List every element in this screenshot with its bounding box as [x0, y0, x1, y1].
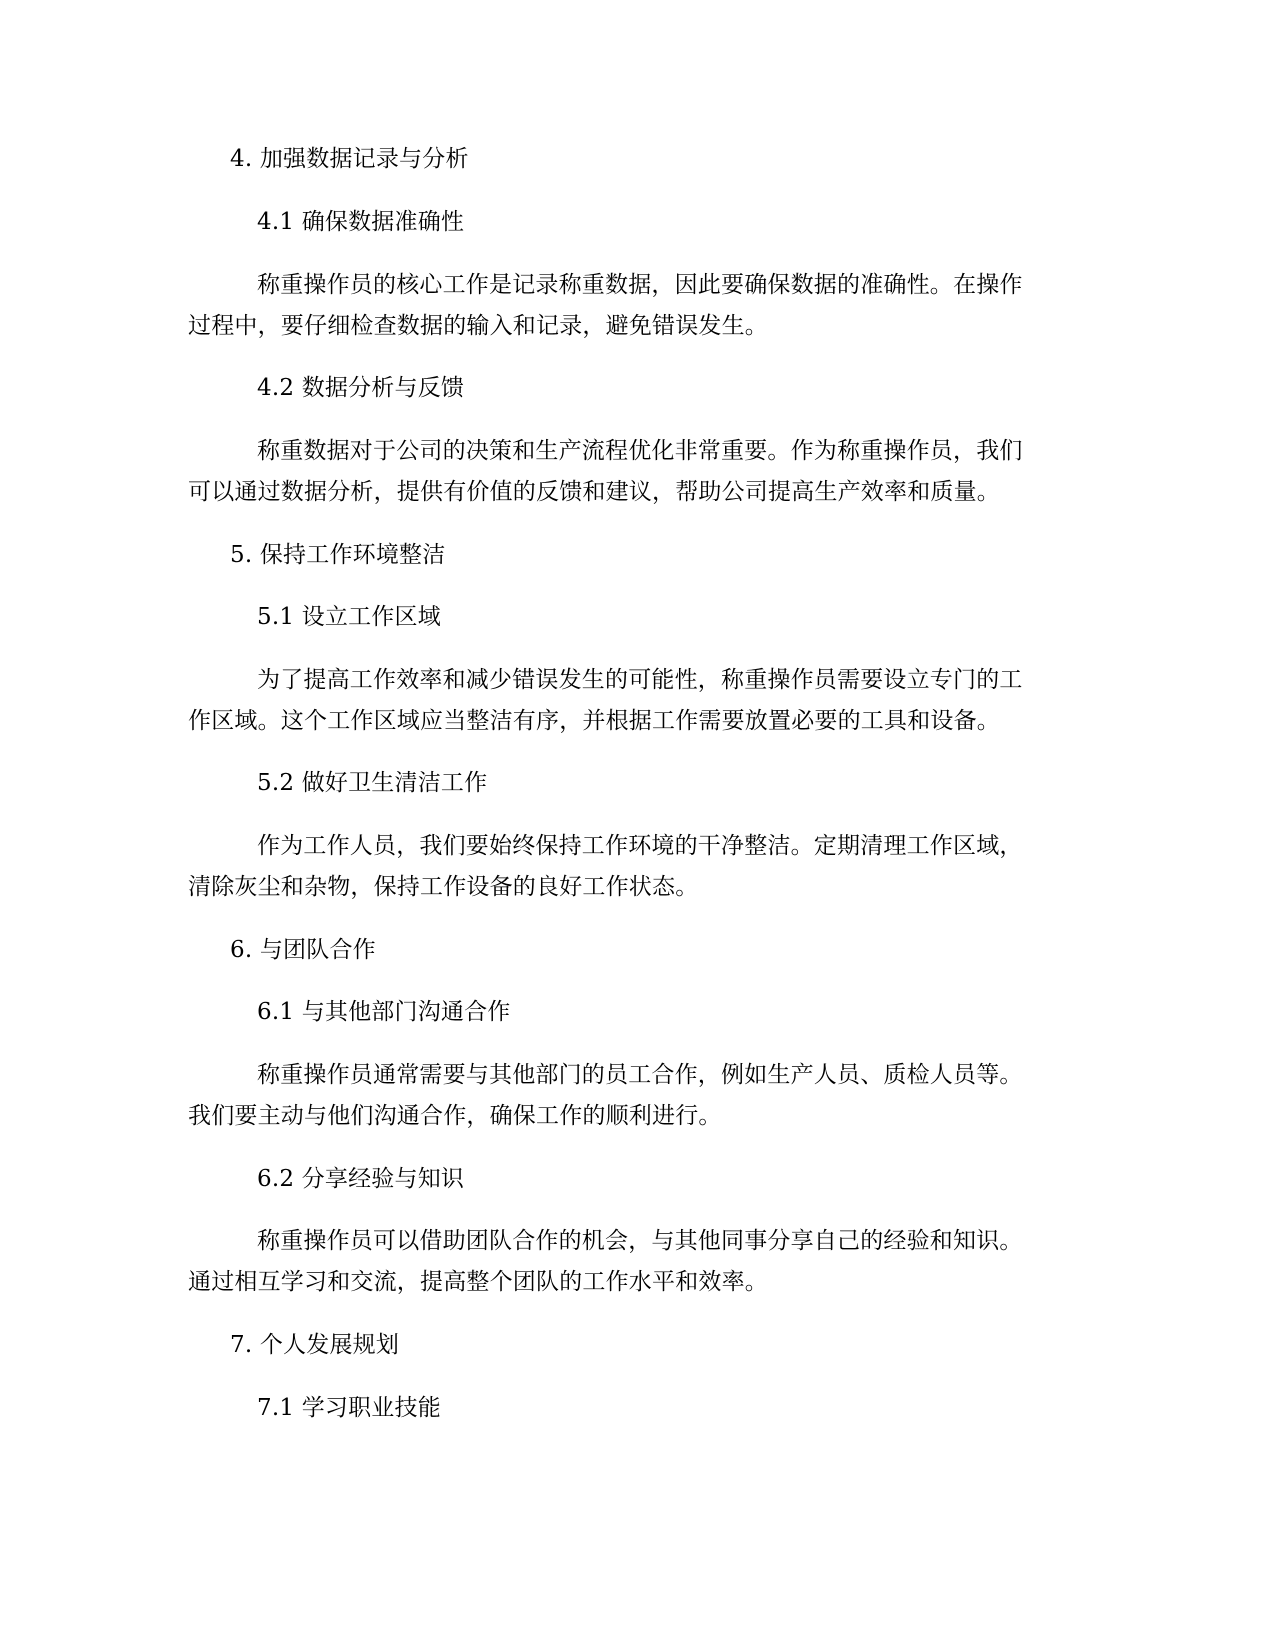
paragraph-line: 为了提高工作效率和减少错误发生的可能性，称重操作员需要设立专门的工 — [257, 667, 1023, 693]
subsection-heading-6-2: 6.2 分享经验与知识 — [257, 1166, 465, 1192]
paragraph-line: 称重操作员可以借助团队合作的机会，与其他同事分享自己的经验和知识。 — [257, 1228, 1023, 1254]
paragraph-line: 通过相互学习和交流，提高整个团队的工作水平和效率。 — [188, 1269, 768, 1295]
subsection-heading-5-1: 5.1 设立工作区域 — [257, 604, 441, 630]
section-heading-4: 4. 加强数据记录与分析 — [230, 146, 469, 172]
paragraph-line: 称重操作员通常需要与其他部门的员工合作，例如生产人员、质检人员等。 — [257, 1062, 1023, 1088]
paragraph-line: 清除灰尘和杂物，保持工作设备的良好工作状态。 — [188, 874, 699, 900]
paragraph-line: 称重操作员的核心工作是记录称重数据，因此要确保数据的准确性。在操作 — [257, 272, 1023, 298]
subsection-heading-5-2: 5.2 做好卫生清洁工作 — [257, 770, 488, 796]
paragraph-line: 作为工作人员，我们要始终保持工作环境的干净整洁。定期清理工作区域， — [257, 833, 1023, 859]
section-heading-6: 6. 与团队合作 — [230, 937, 376, 963]
subsection-heading-7-1: 7.1 学习职业技能 — [257, 1395, 441, 1421]
section-heading-7: 7. 个人发展规划 — [230, 1332, 400, 1358]
section-heading-5: 5. 保持工作环境整洁 — [230, 542, 446, 568]
paragraph-line: 可以通过数据分析，提供有价值的反馈和建议，帮助公司提高生产效率和质量。 — [188, 479, 1000, 505]
paragraph-line: 过程中，要仔细检查数据的输入和记录，避免错误发生。 — [188, 313, 768, 339]
paragraph-line: 我们要主动与他们沟通合作，确保工作的顺利进行。 — [188, 1103, 722, 1129]
subsection-heading-4-1: 4.1 确保数据准确性 — [257, 209, 465, 235]
subsection-heading-4-2: 4.2 数据分析与反馈 — [257, 375, 465, 401]
subsection-heading-6-1: 6.1 与其他部门沟通合作 — [257, 999, 511, 1025]
paragraph-line: 称重数据对于公司的决策和生产流程优化非常重要。作为称重操作员，我们 — [257, 438, 1023, 464]
paragraph-line: 作区域。这个工作区域应当整洁有序，并根据工作需要放置必要的工具和设备。 — [188, 708, 1000, 734]
